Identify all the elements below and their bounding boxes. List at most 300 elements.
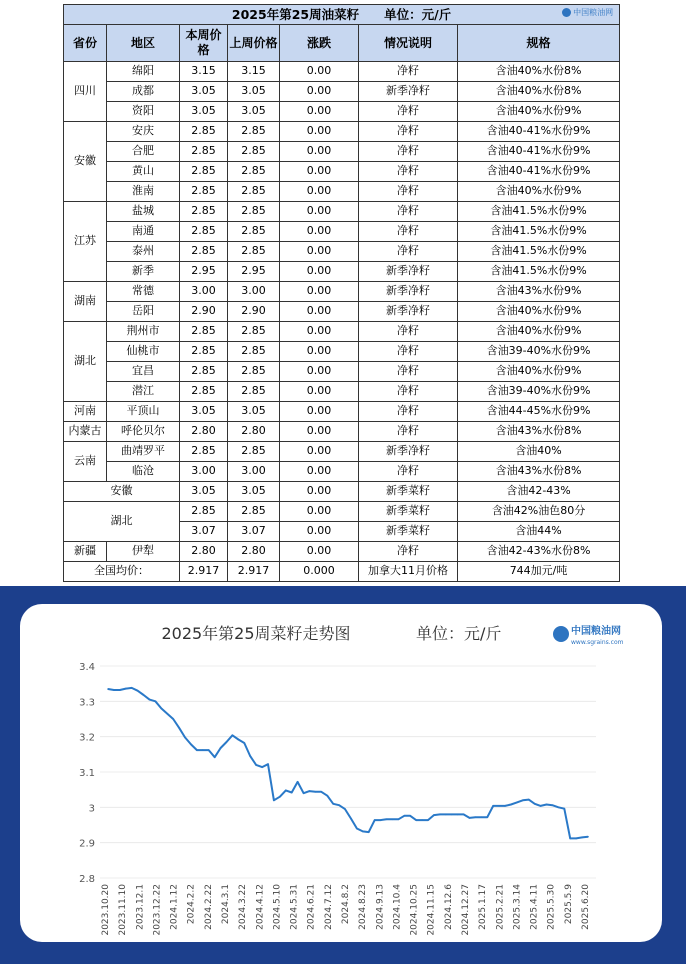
data-point (463, 814, 465, 816)
table-header-row (64, 25, 620, 62)
last-week-price: 2.85 (228, 182, 280, 202)
note-cell: 净籽 (359, 162, 458, 182)
region-cell: 宜昌 (107, 362, 180, 382)
last-week-price: 2.85 (228, 502, 280, 522)
y-tick-label: 2.8 (79, 874, 95, 885)
spec-cell: 含油40%水份9% (458, 362, 620, 382)
region-cell: 荆州市 (107, 322, 180, 342)
spec-cell: 含油39-40%水份9% (458, 342, 620, 362)
table-row (64, 322, 620, 342)
data-point (119, 689, 121, 691)
note-cell: 净籽 (359, 142, 458, 162)
this-week-price: 2.85 (180, 242, 228, 262)
spec-cell: 含油42-43% (458, 482, 620, 502)
x-tick-label: 2023.11.10 (118, 884, 129, 936)
spec-cell: 含油41.5%水份9% (458, 222, 620, 242)
region-cell: 安庆 (107, 122, 180, 142)
x-tick-label: 2024.12.27 (461, 884, 471, 936)
region-cell: 伊犁 (107, 542, 180, 562)
data-point (457, 814, 459, 816)
region-cell: 临沧 (107, 462, 180, 482)
data-point (297, 781, 299, 783)
y-tick-label: 3.2 (79, 732, 95, 744)
data-point (362, 831, 364, 833)
data-point (498, 805, 500, 807)
region-cell: 仙桃市 (107, 342, 180, 362)
province-cell: 湖北 (64, 322, 107, 402)
price-change: 0.00 (280, 262, 359, 282)
note-cell: 新季净籽 (359, 262, 458, 282)
data-point (404, 815, 406, 817)
x-tick-label: 2023.12.1 (135, 884, 146, 930)
note-cell: 净籽 (359, 402, 458, 422)
price-change: 0.000 (280, 562, 359, 582)
this-week-price: 3.00 (180, 282, 228, 302)
spec-cell: 含油44% (458, 522, 620, 542)
last-week-price: 2.85 (228, 242, 280, 262)
data-point (344, 808, 346, 810)
note-cell: 净籽 (359, 462, 458, 482)
data-point (445, 814, 447, 816)
x-tick-label: 2023.10.20 (101, 884, 111, 936)
x-tick-label: 2024.12.6 (443, 884, 454, 930)
last-week-price: 2.95 (228, 262, 280, 282)
table-row (64, 382, 620, 402)
province-cell: 四川 (64, 62, 107, 122)
table-row (64, 262, 620, 282)
region-cell: 潜江 (107, 382, 180, 402)
spec-cell: 含油41.5%水份9% (458, 262, 620, 282)
region-cell: 资阳 (107, 102, 180, 122)
data-point (327, 795, 329, 797)
header-6: 规格 (458, 25, 620, 62)
price-change: 0.00 (280, 482, 359, 502)
data-point (255, 764, 257, 766)
data-point (510, 804, 512, 806)
this-week-price: 2.90 (180, 302, 228, 322)
table-row (64, 142, 620, 162)
data-point (232, 735, 234, 737)
province-cell: 湖南 (64, 282, 107, 322)
note-cell: 净籽 (359, 342, 458, 362)
this-week-price: 2.85 (180, 222, 228, 242)
x-tick-label: 2024.8.2 (341, 884, 351, 925)
price-change: 0.00 (280, 162, 359, 182)
price-change: 0.00 (280, 302, 359, 322)
price-change: 0.00 (280, 202, 359, 222)
region-cell: 岳阳 (107, 302, 180, 322)
data-point (267, 763, 269, 765)
data-point (155, 701, 157, 703)
data-point (338, 804, 340, 806)
spec-cell: 含油44-45%水份9% (458, 402, 620, 422)
this-week-price: 3.05 (180, 82, 228, 102)
data-point (137, 690, 139, 692)
price-change: 0.00 (280, 102, 359, 122)
spec-cell: 含油43%水份8% (458, 462, 620, 482)
last-week-price: 3.00 (228, 282, 280, 302)
data-point (481, 816, 483, 818)
data-point (492, 805, 494, 807)
data-point (261, 766, 263, 768)
this-week-price: 3.00 (180, 462, 228, 482)
price-change: 0.00 (280, 442, 359, 462)
data-point (516, 802, 518, 804)
logo-icon (553, 626, 569, 642)
x-tick-label: 2025.6.20 (581, 884, 591, 930)
spec-cell: 含油41.5%水份9% (458, 242, 620, 262)
note-cell: 净籽 (359, 322, 458, 342)
data-point (546, 804, 548, 806)
data-point (368, 831, 370, 833)
x-tick-label: 2024.5.10 (272, 884, 283, 930)
price-change: 0.00 (280, 242, 359, 262)
data-point (415, 819, 417, 821)
note-cell: 净籽 (359, 202, 458, 222)
price-change: 0.00 (280, 362, 359, 382)
y-tick-label: 3.4 (79, 662, 95, 673)
region-cell: 呼伦贝尔 (107, 422, 180, 442)
price-change: 0.00 (280, 522, 359, 542)
data-point (575, 838, 577, 840)
this-week-price: 2.85 (180, 142, 228, 162)
region-cell: 南通 (107, 222, 180, 242)
this-week-price: 2.85 (180, 382, 228, 402)
x-tick-label: 2025.5.30 (546, 884, 557, 930)
x-tick-label: 2025.2.21 (495, 884, 506, 930)
spec-cell: 含油42-43%水份8% (458, 542, 620, 562)
trend-chart (20, 604, 662, 942)
this-week-price: 3.15 (180, 62, 228, 82)
data-point (125, 688, 127, 690)
last-week-price: 2.85 (228, 442, 280, 462)
data-point (386, 819, 388, 821)
spec-cell: 含油40%水份8% (458, 62, 620, 82)
note-cell: 净籽 (359, 242, 458, 262)
this-week-price: 2.85 (180, 182, 228, 202)
data-point (161, 708, 163, 710)
data-point (172, 718, 174, 720)
region-cell: 淮南 (107, 182, 180, 202)
data-point (332, 803, 334, 805)
data-point (244, 742, 246, 744)
data-point (522, 800, 524, 802)
this-week-price: 2.917 (180, 562, 228, 582)
header-2: 本周价格 (180, 25, 228, 62)
spec-cell: 含油41.5%水份9% (458, 202, 620, 222)
last-week-price: 3.05 (228, 482, 280, 502)
data-point (131, 687, 133, 689)
last-week-price: 2.80 (228, 542, 280, 562)
note-cell: 加拿大11月价格 (359, 562, 458, 582)
data-point (534, 803, 536, 805)
data-point (238, 739, 240, 741)
price-change: 0.00 (280, 282, 359, 302)
this-week-price: 3.07 (180, 522, 228, 542)
y-tick-label: 2.9 (79, 838, 95, 850)
x-tick-label: 2024.2.2 (186, 884, 197, 925)
table-row (64, 302, 620, 322)
spec-cell: 含油43%水份8% (458, 422, 620, 442)
region-cell: 绵阳 (107, 62, 180, 82)
data-point (451, 814, 453, 816)
note-cell: 新季菜籽 (359, 522, 458, 542)
this-week-price: 2.85 (180, 122, 228, 142)
x-tick-label: 2024.7.12 (323, 884, 334, 930)
table-row (64, 222, 620, 242)
spec-cell: 含油40%水份9% (458, 102, 620, 122)
region-cell: 新季 (107, 262, 180, 282)
table-row (64, 502, 620, 522)
price-change: 0.00 (280, 342, 359, 362)
spec-cell: 含油40-41%水份9% (458, 162, 620, 182)
x-tick-label: 2024.10.25 (409, 884, 420, 936)
table-row (64, 162, 620, 182)
last-week-price: 2.85 (228, 322, 280, 342)
chart-logo-sub: www.sgrains.com (571, 639, 624, 646)
this-week-price: 2.85 (180, 202, 228, 222)
x-tick-label: 2024.8.23 (358, 884, 369, 930)
region-cell: 黄山 (107, 162, 180, 182)
header-1: 地区 (107, 25, 180, 62)
note-cell: 新季净籽 (359, 82, 458, 102)
data-point (581, 837, 583, 839)
x-tick-label: 2024.6.21 (306, 884, 317, 930)
table-row (64, 342, 620, 362)
table-row (64, 62, 620, 82)
data-point (303, 792, 305, 794)
table-title-cell (64, 5, 620, 25)
last-week-price: 2.85 (228, 162, 280, 182)
data-point (315, 791, 317, 793)
region-cell: 盐城 (107, 202, 180, 222)
this-week-price: 3.05 (180, 402, 228, 422)
spec-cell: 含油40%水份8% (458, 82, 620, 102)
this-week-price: 2.85 (180, 502, 228, 522)
region-cell: 成都 (107, 82, 180, 102)
table-logo (562, 8, 613, 18)
data-point (504, 805, 506, 807)
data-point (309, 790, 311, 792)
last-week-price: 2.85 (228, 122, 280, 142)
province-cell: 云南 (64, 442, 107, 482)
x-tick-label: 2024.2.22 (203, 884, 214, 930)
data-point (433, 814, 435, 816)
average-row (64, 562, 620, 582)
last-week-price: 2.80 (228, 422, 280, 442)
price-change: 0.00 (280, 462, 359, 482)
note-cell: 净籽 (359, 542, 458, 562)
table-row (64, 102, 620, 122)
spec-cell: 含油40%水份9% (458, 182, 620, 202)
logo-icon (562, 8, 571, 17)
table-row (64, 482, 620, 502)
chart-unit: 单位：元/斤 (416, 624, 502, 643)
chart-logo-text: 中国粮油网 (571, 626, 621, 637)
last-week-price: 2.90 (228, 302, 280, 322)
data-point (475, 816, 477, 818)
this-week-price: 3.05 (180, 482, 228, 502)
this-week-price: 2.85 (180, 162, 228, 182)
spec-cell: 含油40%水份9% (458, 302, 620, 322)
spec-cell: 含油40%水份9% (458, 322, 620, 342)
data-point (350, 818, 352, 820)
data-point (380, 819, 382, 821)
x-tick-label: 2025.1.17 (478, 884, 489, 930)
x-tick-label: 2024.9.13 (375, 884, 386, 930)
data-point (540, 805, 542, 807)
data-point (356, 828, 358, 830)
this-week-price: 2.85 (180, 322, 228, 342)
region-cell: 平顶山 (107, 402, 180, 422)
data-point (439, 814, 441, 816)
region-cell: 合肥 (107, 142, 180, 162)
spec-cell: 744加元/吨 (458, 562, 620, 582)
province-cell: 江苏 (64, 202, 107, 282)
table-title: 2025年第25周油菜籽 单位：元/斤 (231, 6, 452, 22)
last-week-price: 2.917 (228, 562, 280, 582)
header-5: 情况说明 (359, 25, 458, 62)
table-row (64, 402, 620, 422)
last-week-price: 2.85 (228, 142, 280, 162)
table-row (64, 422, 620, 442)
y-tick-label: 3.3 (79, 697, 95, 709)
price-change: 0.00 (280, 142, 359, 162)
province-cell: 河南 (64, 402, 107, 422)
this-week-price: 2.85 (180, 342, 228, 362)
x-tick-label: 2024.1.12 (169, 884, 180, 930)
data-point (552, 804, 554, 806)
data-point (279, 796, 281, 798)
last-week-price: 3.05 (228, 402, 280, 422)
spec-cell: 含油40-41%水份9% (458, 122, 620, 142)
note-cell: 净籽 (359, 102, 458, 122)
price-change: 0.00 (280, 502, 359, 522)
note-cell: 净籽 (359, 362, 458, 382)
price-change: 0.00 (280, 82, 359, 102)
data-point (469, 817, 471, 819)
note-cell: 净籽 (359, 222, 458, 242)
average-label: 全国均价： (64, 562, 180, 582)
data-point (214, 756, 216, 758)
data-point (421, 819, 423, 821)
note-cell: 新季净籽 (359, 442, 458, 462)
data-point (226, 741, 228, 743)
price-change: 0.00 (280, 182, 359, 202)
price-change: 0.00 (280, 322, 359, 342)
region-cell: 常德 (107, 282, 180, 302)
x-tick-label: 2025.4.11 (529, 884, 540, 930)
data-point (273, 800, 275, 802)
table-row (64, 242, 620, 262)
x-tick-label: 2024.3.22 (238, 884, 249, 930)
data-point (220, 747, 222, 749)
province-cell: 新疆 (64, 542, 107, 562)
price-change: 0.00 (280, 222, 359, 242)
data-point (167, 713, 169, 715)
this-week-price: 3.05 (180, 102, 228, 122)
this-week-price: 2.80 (180, 542, 228, 562)
last-week-price: 2.85 (228, 382, 280, 402)
price-table (63, 4, 620, 582)
data-point (321, 791, 323, 793)
note-cell: 净籽 (359, 62, 458, 82)
chart-title: 2025年第25周菜籽走势图 (161, 624, 351, 643)
x-tick-label: 2025.5.9 (563, 884, 574, 925)
data-point (558, 807, 560, 809)
data-point (178, 727, 180, 729)
data-point (587, 836, 589, 838)
spec-cell: 含油40-41%水份9% (458, 142, 620, 162)
price-series-line (108, 688, 588, 839)
table-row (64, 182, 620, 202)
data-point (208, 749, 210, 751)
last-week-price: 3.07 (228, 522, 280, 542)
province-cell: 湖北 (64, 502, 180, 542)
chart-panel (20, 604, 662, 942)
note-cell: 净籽 (359, 422, 458, 442)
spec-cell: 含油42%油色80分 (458, 502, 620, 522)
price-change: 0.00 (280, 542, 359, 562)
province-cell: 内蒙古 (64, 422, 107, 442)
note-cell: 净籽 (359, 182, 458, 202)
data-point (149, 699, 151, 701)
x-tick-label: 2024.4.12 (255, 884, 266, 930)
price-change: 0.00 (280, 402, 359, 422)
header-0: 省份 (64, 25, 107, 62)
note-cell: 新季菜籽 (359, 482, 458, 502)
note-cell: 新季净籽 (359, 302, 458, 322)
last-week-price: 3.15 (228, 62, 280, 82)
data-point (398, 819, 400, 821)
data-point (143, 694, 145, 696)
x-tick-label: 2025.3.14 (512, 884, 523, 930)
y-tick-label: 3.1 (79, 768, 95, 779)
price-change: 0.00 (280, 122, 359, 142)
last-week-price: 2.85 (228, 342, 280, 362)
data-point (392, 819, 394, 821)
table-row (64, 462, 620, 482)
table-row (64, 542, 620, 562)
header-4: 涨跌 (280, 25, 359, 62)
data-point (196, 749, 198, 751)
region-cell: 曲靖罗平 (107, 442, 180, 462)
table-row (64, 282, 620, 302)
this-week-price: 2.85 (180, 442, 228, 462)
data-point (291, 792, 293, 794)
data-point (374, 819, 376, 821)
spec-cell: 含油40% (458, 442, 620, 462)
table-row (64, 82, 620, 102)
data-point (202, 749, 204, 751)
table-logo-text: 中国粮油网 (573, 8, 614, 17)
last-week-price: 3.05 (228, 82, 280, 102)
data-point (564, 808, 566, 810)
data-point (113, 689, 115, 691)
header-3: 上周价格 (228, 25, 280, 62)
data-point (409, 815, 411, 817)
province-cell: 安徽 (64, 482, 180, 502)
price-change: 0.00 (280, 62, 359, 82)
spec-cell: 含油39-40%水份9% (458, 382, 620, 402)
data-point (184, 737, 186, 739)
data-point (190, 744, 192, 746)
data-point (427, 819, 429, 821)
price-change: 0.00 (280, 382, 359, 402)
this-week-price: 2.95 (180, 262, 228, 282)
data-point (249, 755, 251, 757)
this-week-price: 2.80 (180, 422, 228, 442)
